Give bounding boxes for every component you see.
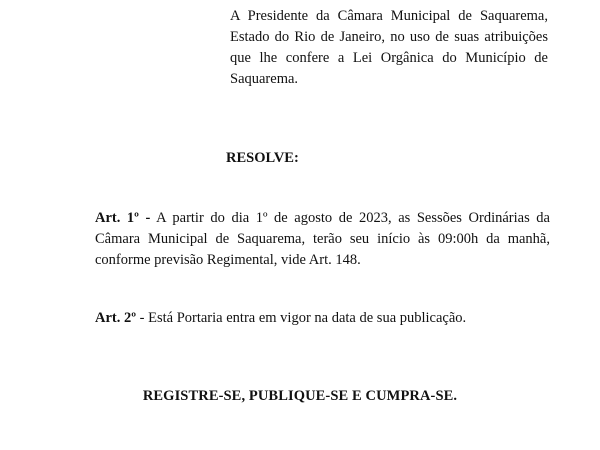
closing-statement: REGISTRE-SE, PUBLIQUE-SE E CUMPRA-SE.	[142, 388, 458, 404]
preamble-paragraph: A Presidente da Câmara Municipal de Saquarema, Estado do Rio de Janeiro, no uso de suas atribuições que lhe confere a Lei Orgânica do Município de Saquarema.	[230, 8, 548, 87]
article-1-text: A partir do dia 1º de agosto de 2023, as Sessões Ordinárias da Câmara Municipal de Saquarema, terão seu início às 09:00h da manhã, conforme previsão Regimental, vide Art. 148.	[95, 210, 550, 268]
article-2-text: - Está Portaria entra em vigor na data de sua publicação.	[136, 310, 467, 326]
article-2	[95, 308, 550, 329]
article-1-label: Art. 1º -	[95, 210, 151, 226]
article-2-label: Art. 2º	[95, 310, 137, 326]
resolve-heading: RESOLVE:	[226, 150, 299, 166]
article-1	[95, 208, 550, 271]
